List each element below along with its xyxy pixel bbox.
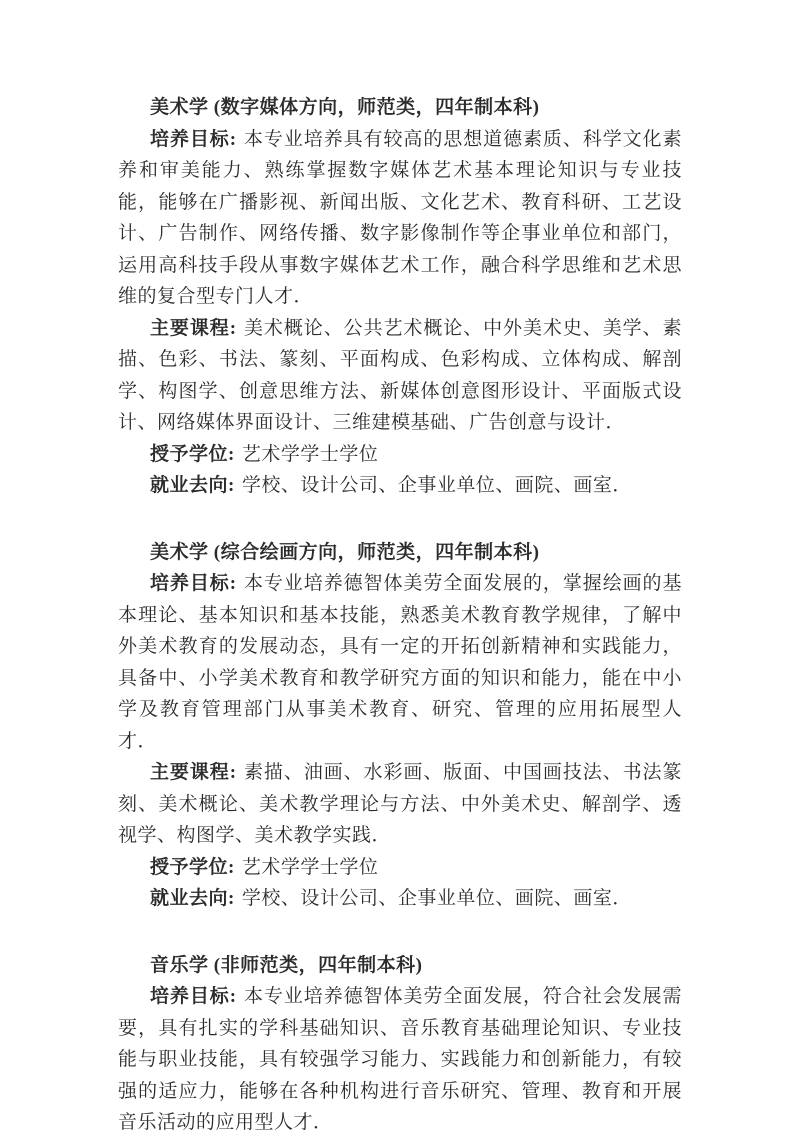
field-text-objective: 本专业培养德智体美劳全面发展的，掌握绘画的基本理论、基本知识和基本技能，熟悉美术教育教学规律，了解中外美术教育的发展动态，具有一定的开拓创新精神和实践能力，具备中、小学美术教育和教学研究方面的知识和能力，能在中小学及教育管理部门从事美术教育、研究、管理的应用拓展型人才． — [118, 573, 682, 752]
field-label-degree: 授予学位: — [150, 856, 235, 878]
program-section-art-digital-media — [118, 92, 682, 502]
program-degree-paragraph — [118, 439, 682, 471]
program-heading: 美术学 (数字媒体方向，师范类，四年制本科) — [150, 97, 540, 118]
program-heading: 音乐学 (非师范类，四年制本科) — [150, 954, 423, 976]
program-section-music — [118, 950, 682, 1139]
program-courses-paragraph — [118, 313, 682, 439]
field-text-courses: 素描、油画、水彩画、版面、中国画技法、书法篆刻、美术概论、美术教学理论与方法、中外美术史、解剖学、透视学、构图学、美术教学实践． — [118, 762, 682, 846]
program-heading: 美术学 (综合绘画方向，师范类，四年制本科) — [150, 541, 540, 563]
field-label-courses: 主要课程: — [150, 762, 237, 783]
field-label-degree: 授予学位: — [150, 443, 235, 465]
field-text-degree: 艺术学学士学位 — [241, 856, 379, 878]
program-courses-paragraph — [118, 757, 682, 852]
field-text-degree: 艺术学学士学位 — [241, 443, 379, 465]
field-text-courses: 美术概论、公共艺术概论、中外美术史、美学、素描、色彩、书法、篆刻、平面构成、色彩构成、立体构成、解剖学、构图学、创意思维方法、新媒体创意图形设计、平面版式设计、网络媒体界面设计、三维建模基础、广告创意与设计． — [118, 317, 682, 433]
field-label-courses: 主要课程: — [150, 317, 237, 339]
field-label-objective: 培养目标: — [150, 128, 237, 150]
program-employment-paragraph — [118, 883, 682, 915]
field-text-employment: 学校、设计公司、企事业单位、画院、画室． — [241, 475, 632, 496]
field-label-employment: 就业去向: — [150, 475, 235, 496]
field-label-employment: 就业去向: — [150, 888, 235, 909]
program-objective-paragraph — [118, 124, 682, 313]
field-text-objective: 本专业培养德智体美劳全面发展，符合社会发展需要，具有扎实的学科基础知识、音乐教育基础理论知识、专业技能与职业技能，具有较强学习能力、实践能力和创新能力，有较强的适应力，能够在各种机构进行音乐研究、管理、教育和开展音乐活动的应用型人才． — [118, 986, 682, 1133]
field-label-objective: 培养目标: — [150, 573, 237, 594]
field-text-objective: 本专业培养具有较高的思想道德素质、科学文化素养和审美能力、熟练掌握数字媒体艺术基本理论知识与专业技能，能够在广播影视、新闻出版、文化艺术、教育科研、工艺设计、广告制作、网络传播、数字影像制作等企事业单位和部门，运用高科技手段从事数字媒体艺术工作，融合科学思维和艺术思维的复合型专门人才． — [118, 128, 682, 307]
field-text-employment: 学校、设计公司、企事业单位、画院、画室． — [241, 888, 632, 909]
program-objective-paragraph — [118, 981, 682, 1139]
program-objective-paragraph — [118, 568, 682, 757]
program-degree-paragraph — [118, 852, 682, 884]
field-label-objective: 培养目标: — [150, 986, 237, 1007]
program-employment-paragraph — [118, 470, 682, 502]
program-section-art-comprehensive-painting — [118, 537, 682, 915]
